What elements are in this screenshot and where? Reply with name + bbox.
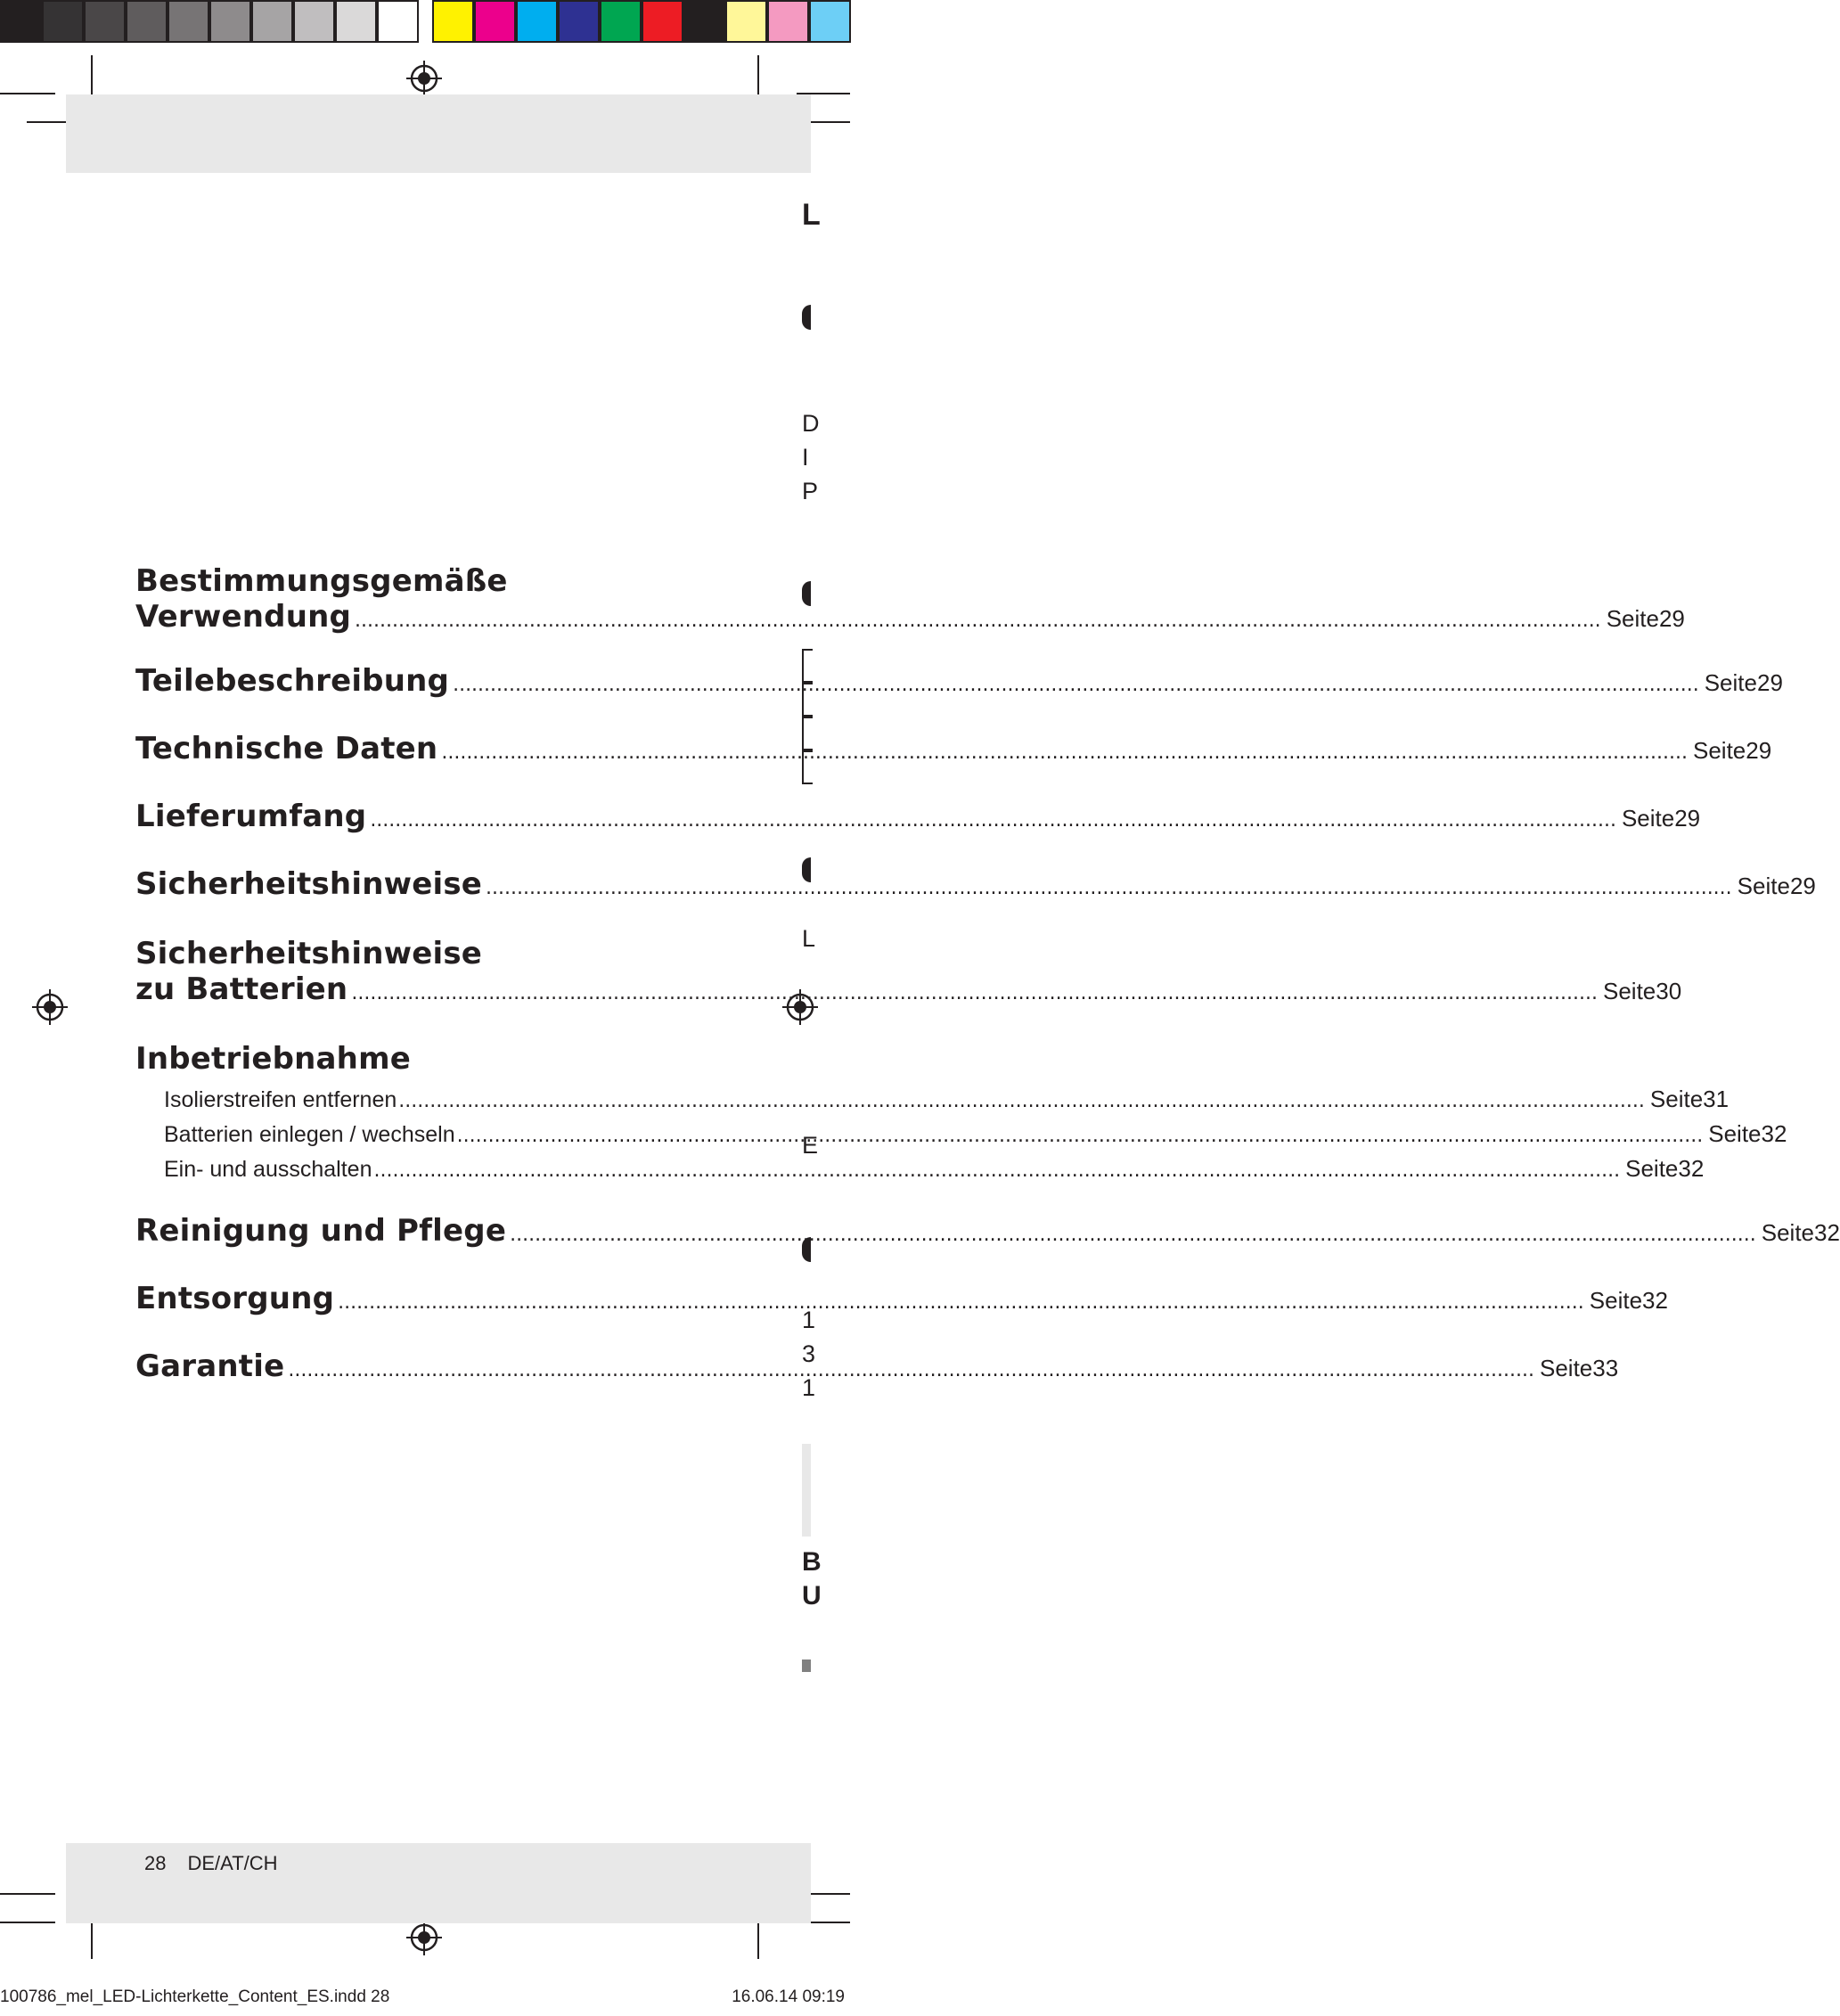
crop-mark xyxy=(91,55,93,98)
facing-page-fragment: I xyxy=(802,444,809,471)
facing-page-fragment: L xyxy=(802,198,821,232)
toc-page-number: 30 xyxy=(1656,978,1682,1004)
color-swatch xyxy=(209,0,251,43)
color-swatch xyxy=(84,0,126,43)
toc-seite-label: Seite xyxy=(1704,669,1757,696)
toc-entry xyxy=(135,936,1682,1007)
color-swatch xyxy=(558,0,600,43)
toc-entry-title: Reinigung und Pflege xyxy=(135,1213,507,1249)
facing-page-square-icon xyxy=(802,1660,811,1672)
toc-page-number: 32 xyxy=(1642,1287,1668,1314)
toc-entry-title: Technische Daten xyxy=(135,731,438,766)
facing-page-table-cell xyxy=(802,750,813,784)
color-swatch xyxy=(168,0,209,43)
crop-mark xyxy=(27,121,66,123)
toc-entry-title-line1: Bestimmungsgemäße xyxy=(135,563,508,599)
page-footer xyxy=(144,1852,299,1875)
crop-mark xyxy=(0,93,55,94)
facing-page-fragment: B xyxy=(802,1547,822,1577)
toc-section-heading: Inbetriebnahme xyxy=(135,1041,411,1077)
facing-page-bullet xyxy=(802,1237,811,1262)
toc-entry xyxy=(135,1348,1619,1384)
toc-subentry xyxy=(164,1120,1787,1148)
toc-page-number: 29 xyxy=(1756,669,1783,696)
toc-seite-label: Seite xyxy=(1621,805,1675,832)
toc-subentry-title: Batterien einlegen / wechseln xyxy=(164,1122,455,1147)
gray-color-bar xyxy=(0,0,419,46)
toc-entry-title: Verwendung xyxy=(135,599,352,635)
color-swatch xyxy=(42,0,84,43)
toc-entry-title: zu Batterien xyxy=(135,971,348,1007)
header-band xyxy=(66,94,811,173)
toc-leader-dots xyxy=(486,877,1732,899)
toc-entry xyxy=(135,1213,1840,1249)
facing-page-table-cell xyxy=(802,649,813,683)
toc-page-number: 32 xyxy=(1678,1155,1705,1182)
print-slug-file: 100786_mel_LED-Lichterkette_Content_ES.indd 28 xyxy=(0,1987,390,2006)
toc-seite-label: Seite xyxy=(1692,737,1746,764)
toc-subentry xyxy=(164,1155,1705,1183)
toc-leader-dots xyxy=(355,610,1601,632)
facing-page-fragment: U xyxy=(802,1581,822,1610)
toc-seite-label: Seite xyxy=(1606,605,1659,632)
crop-mark xyxy=(811,121,850,123)
toc-leader-dots xyxy=(510,1224,1756,1246)
region-label: DE/AT/CH xyxy=(187,1852,278,1874)
table-of-contents xyxy=(135,563,1840,1384)
toc-entry-title: Lieferumfang xyxy=(135,799,367,834)
registration-mark-icon xyxy=(406,61,442,96)
toc-seite-label: Seite xyxy=(1625,1155,1679,1182)
toc-seite-label: Seite xyxy=(1708,1120,1762,1147)
toc-page-number: 29 xyxy=(1674,805,1701,832)
toc-page-number: 33 xyxy=(1592,1355,1619,1381)
facing-page-bullet xyxy=(802,305,811,330)
toc-subentry xyxy=(164,1086,1730,1113)
color-swatch xyxy=(377,0,419,43)
toc-leader-dots xyxy=(351,982,1598,1004)
facing-page-bullet xyxy=(802,581,811,606)
color-swatch xyxy=(767,0,809,43)
toc-leader-dots xyxy=(453,674,1699,696)
color-swatch xyxy=(516,0,558,43)
crop-mark xyxy=(757,55,759,98)
toc-leader-dots xyxy=(288,1359,1534,1381)
registration-mark-icon xyxy=(406,1920,442,1955)
facing-page-table-cell xyxy=(802,683,813,717)
toc-leader-dots xyxy=(441,742,1688,764)
toc-subentry-title: Isolierstreifen entfernen xyxy=(164,1087,397,1112)
facing-page-gray-box xyxy=(802,1444,811,1537)
process-color-bar xyxy=(432,0,851,46)
toc-entry-title: Garantie xyxy=(135,1348,285,1384)
toc-seite-label: Seite xyxy=(1737,873,1790,899)
toc-seite-label: Seite xyxy=(1539,1355,1593,1381)
facing-page-bullet xyxy=(802,857,811,882)
color-swatch xyxy=(809,0,851,43)
toc-entry-title: Sicherheitshinweise xyxy=(135,866,483,902)
toc-leader-dots xyxy=(370,809,1616,832)
toc-page-number: 29 xyxy=(1658,605,1685,632)
page-number: 28 xyxy=(144,1852,167,1874)
toc-subentry-title: Ein- und ausschalten xyxy=(164,1157,372,1182)
toc-page-number: 32 xyxy=(1761,1120,1787,1147)
print-slug-date: 16.06.14 09:19 xyxy=(732,1987,845,2006)
color-swatch xyxy=(335,0,377,43)
toc-entry xyxy=(135,799,1701,834)
facing-page-fragment: P xyxy=(802,478,819,504)
toc-page-number: 32 xyxy=(1814,1219,1840,1246)
facing-page-fragment: 3 xyxy=(802,1340,816,1367)
toc-entry xyxy=(135,866,1816,902)
toc-leader-dots xyxy=(373,1160,1620,1182)
toc-leader-dots xyxy=(457,1125,1704,1147)
color-swatch xyxy=(432,0,474,43)
color-swatch xyxy=(293,0,335,43)
color-swatch xyxy=(251,0,293,43)
facing-page-fragment: D xyxy=(802,410,820,437)
toc-entry xyxy=(135,563,1685,636)
crop-mark xyxy=(0,1893,55,1895)
toc-seite-label: Seite xyxy=(1589,1287,1643,1314)
toc-section-inbetriebnahme xyxy=(135,1041,1787,1183)
toc-entry-title-line1: Sicherheitshinweise xyxy=(135,936,483,971)
facing-page-fragment: L xyxy=(802,925,816,952)
color-swatch xyxy=(642,0,683,43)
facing-page-table-cell xyxy=(802,717,813,750)
toc-entry-title: Teilebeschreibung xyxy=(135,663,450,699)
toc-entry-title: Entsorgung xyxy=(135,1281,335,1316)
toc-seite-label: Seite xyxy=(1649,1086,1704,1112)
crop-mark xyxy=(0,1922,55,1923)
toc-leader-dots xyxy=(398,1090,1645,1112)
color-swatch xyxy=(725,0,767,43)
facing-page-fragment: 1 xyxy=(802,1307,816,1333)
toc-page-number: 29 xyxy=(1746,737,1772,764)
color-swatch xyxy=(600,0,642,43)
toc-page-number: 29 xyxy=(1789,873,1816,899)
toc-entry xyxy=(135,663,1783,699)
color-swatch xyxy=(0,0,42,43)
toc-entry xyxy=(135,1281,1668,1316)
facing-page-fragment: E xyxy=(802,1132,819,1159)
toc-seite-label: Seite xyxy=(1761,1219,1814,1246)
toc-entry xyxy=(135,731,1772,766)
color-swatch xyxy=(474,0,516,43)
facing-page-fragment: 1 xyxy=(802,1374,816,1401)
toc-seite-label: Seite xyxy=(1602,978,1656,1004)
registration-mark-icon xyxy=(32,989,68,1025)
toc-leader-dots xyxy=(338,1291,1584,1314)
toc-page-number: 31 xyxy=(1703,1086,1730,1112)
color-swatch xyxy=(126,0,168,43)
color-swatch xyxy=(683,0,725,43)
